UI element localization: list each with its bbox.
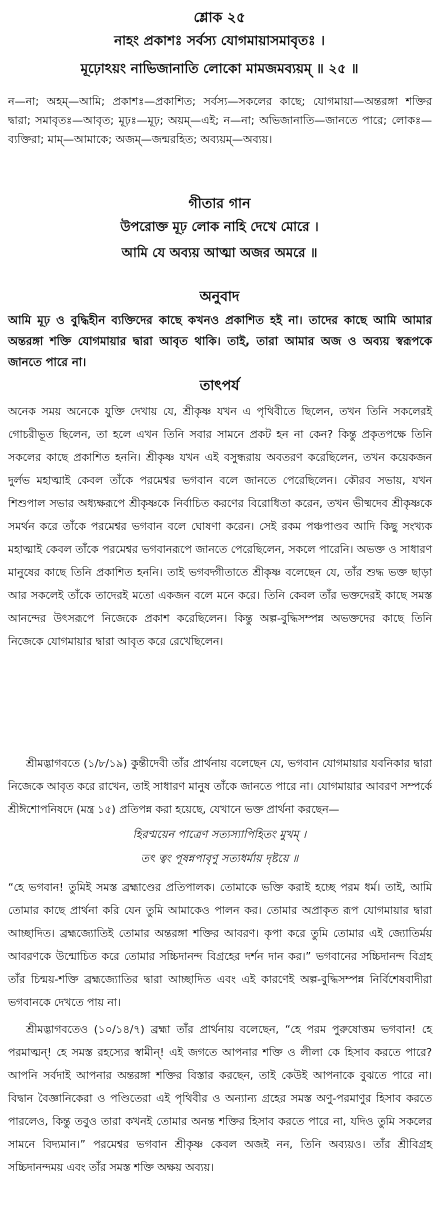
purport-paragraph-2: শ্রীমদ্ভাগবতে (১/৮/১৯) কুন্তীদেবী তাঁর প্রার্থনায় বলেছেন যে, ভগবান যোগমায়ার যবনিকার দ্বারা নিজেকে আবৃত করে রাখেন, তাই সাধারণ মানুষ তাঁকে জানতে পারে না। যোগমায়ার আবরণ সম্পর্কে শ্রীঈশোপনিষদে (মন্ত্র ১৫) প্রতিপন্ন করা হয়েছে, যেখানে ভক্ত প্রার্থনা করছেন— [8, 757, 432, 816]
translation-text: আমি মূঢ় ও বুদ্ধিহীন ব্যক্তিদের কাছে কখনও প্রকাশিত হই না। তাদের কাছে আমি আমার অন্তরঙ্গা শক্তি যোগমায়ার দ্বারা আবৃত থাকি। তাই, তারা আমার অজ ও অব্যয় স্বরূপকে জানতে পারে না। [8, 313, 432, 369]
mantra-line-1: হিরণ্ময়েন পাত্রেণ সত্যস্যাপিহিতং মুখম্ । [132, 828, 307, 841]
translation-heading: অনুবাদ [199, 289, 240, 305]
verse-number: শ্লোক ২৫ [193, 10, 246, 26]
gitar-gan-line-2: আমি যে অব্যয় আত্মা অজর অমরে ॥ [121, 246, 318, 261]
mantra-line-2: তৎ ত্বং পূষন্নপাবৃণু সত্যধর্মায় দৃষ্টয়ে ॥ [140, 852, 299, 865]
gitar-gan-line-1: উপরোক্ত মূঢ় লোক নাহি দেখে মোরে । [120, 220, 319, 235]
purport-paragraph-3: “হে ভগবান! তুমিই সমস্ত ব্রহ্মাণ্ডের প্রতিপালক। তোমাকে ভক্তি করাই হচ্ছে পরম ধর্ম। তাই, আমি তোমার কাছে প্রার্থনা করি যেন তুমি আমাকেও পালন কর। তোমার অপ্রাকৃত রূপ যোগমায়ার দ্বারা আচ্ছাদিত। ব্রহ্মজ্যোতিই তোমার অন্তরঙ্গা শক্তির আবরণ। কৃপা করে তুমি তোমার এই জ্যোতির্ময় আবরণকে উন্মোচিত করে তোমার সচ্চিদানন্দ বিগ্রহের দর্শন দান কর।” ভগবানের সচ্চিদানন্দ বিগ্রহ তাঁর চিন্ময়-শক্তি ব্রহ্মজ্যোতির দ্বারা আচ্ছাদিত এবং এই কারণেই অল্প-বুদ্ধিসম্পন্ন নির্বিশেষবাদীরা ভগবানকে দেখতে পায় না। [8, 881, 432, 1009]
purport-paragraph-1: অনেক সময় অনেকে যুক্তি দেখায় যে, শ্রীকৃষ্ণ যখন এ পৃথিবীতে ছিলেন, তখন তিনি সকলেরই গোচরীভূত ছিলেন, তা হলে এখন তিনি সবার সামনে প্রকট হন না কেন? কিন্তু প্রকৃতপক্ষে তিনি সকলের কাছে প্রকাশিত হননি। শ্রীকৃষ্ণ যখন এই বসুন্ধরায় অবতরণ করেছিলেন, তখন কয়েকজন দুর্লভ মহাত্মাই কেবল তাঁকে পরমেশ্বর ভগবান বলে জানতে পেরেছিলেন। কৌরব সভায়, যখন শিশুপাল সভার অধ্যক্ষরূপে শ্রীকৃষ্ণকে নির্বাচিত করণের বিরোধিতা করেন, তখন ভীষ্মদেব শ্রীকৃষ্ণকে সমর্থন করে তাঁকে পরমেশ্বর ভগবান বলে ঘোষণা করেন। সেই রকম পঞ্চপাণ্ডব আদি কিছু সংখ্যক মহাত্মাই কেবল তাঁকে পরমেশ্বর ভগবানরূপে জানতে পেরেছিলেন, সকলে পারেনি। অভক্ত ও সাধারণ মানুষের কাছে তিনি প্রকাশিত হননি। তাই ভগবদ্গীতাতে শ্রীকৃষ্ণ বলেছেন যে, তাঁর শুদ্ধ ভক্ত ছাড়া আর সকলেই তাঁকে তাদেরই মতো একজন বলে মনে করে। তিনি কেবল তাঁর ভক্তদেরই কাছে সমস্ত আনন্দের উৎসরূপে নিজেকে প্রকাশ করেছিলেন। কিন্তু অল্প-বুদ্ধিসম্পন্ন অভক্তদের কাছে তিনি নিজেকে যোগমায়ার দ্বারা আবৃত করে রেখেছিলেন। [8, 405, 432, 648]
purport-heading: তাৎপর্য [199, 378, 240, 394]
sanskrit-verse-line-2: মূঢ়োঽয়ং নাভিজানাতি লোকো মামজমব্যয়ম্ ॥ ২৫ ॥ [80, 61, 359, 77]
gitar-gan-heading: গীতার গান [188, 196, 251, 212]
sanskrit-verse-line-1: নাহং প্রকাশঃ সর্বস্য যোগমায়াসমাবৃতঃ । [114, 33, 325, 49]
purport-paragraph-4: শ্রীমদ্ভাগবতেও (১০/১৪/৭) ব্রহ্মা তাঁর প্রার্থনায় বলেছেন, “হে পরম পুরুষোত্তম ভগবান! হে পরমাত্মন্! হে সমস্ত রহস্যের স্বামীন্! এই জগতে আপনার শক্তি ও লীলা কে হিসাব করতে পারে? আপনি সর্বদাই আপনার অন্তরঙ্গা শক্তির বিস্তার করছেন, তাই কেউই আপনাকে বুঝতে পারে না। বিদ্বান বৈজ্ঞানিকেরা ও পণ্ডিতেরা এই পৃথিবীর ও অন্যান্য গ্রহের সমস্ত অণু-পরমাণুর হিসাব করতে পারলেও, কিন্তু তবুও তারা কখনই তোমার অনন্ত শক্তির হিসাব করতে পারে না, যদিও তুমি সকলের সামনে বিদ্যমান।” পরমেশ্বর ভগবান শ্রীকৃষ্ণ কেবল অজই নন, তিনি অব্যয়ও। তাঁর শ্রীবিগ্রহ সচ্চিদানন্দময় এবং তাঁর সমস্ত শক্তি অক্ষয় অব্যয়। [8, 1023, 432, 1174]
word-synonyms: ন—না; অহম্—আমি; প্রকাশঃ—প্রকাশিত; সর্বস্য—সকলের কাছে; যোগমায়া—অন্তরঙ্গা শক্তির দ্বারা; সমাবৃতঃ—আবৃত; মূঢ়ঃ—মূঢ়; অয়ম্—এই; ন—না; অভিজানাতি—জানতে পারে; লোকঃ—ব্যক্তিরা; মাম্—আমাকে; অজম্—জন্মরহিত; অব্যয়ম্—অব্যয়। [8, 95, 432, 146]
